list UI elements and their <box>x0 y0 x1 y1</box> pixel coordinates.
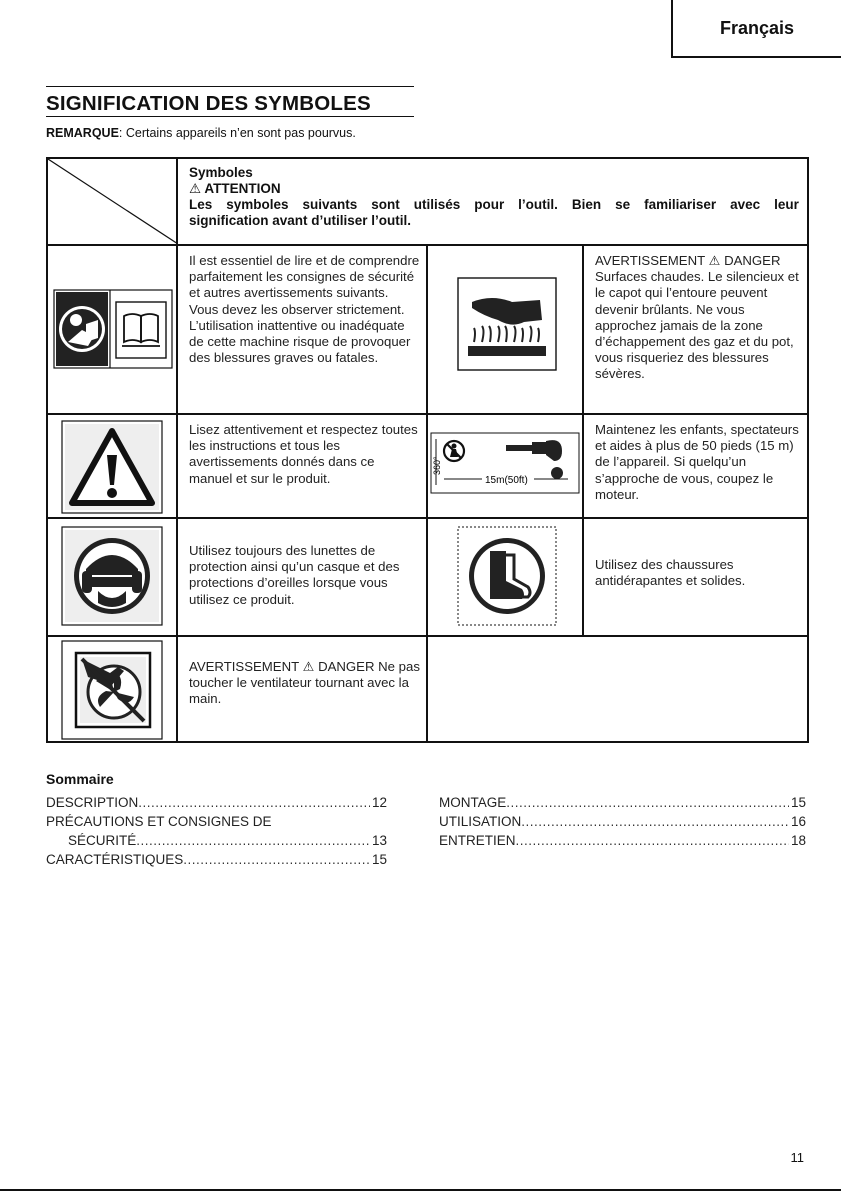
distance-360-label: 360° <box>432 456 442 475</box>
language-tab <box>671 0 841 58</box>
distance-15m-label: 15m(50ft) <box>485 475 528 486</box>
header-line2: signification avant d’utiliser l’outil. <box>189 213 412 228</box>
row1-left-icon-cell <box>47 245 177 414</box>
row2-left-text-cell <box>177 414 427 518</box>
toc-title: Sommaire <box>46 771 114 787</box>
title-underline <box>46 116 414 117</box>
hot-surface-icon <box>428 246 582 411</box>
remark-label: REMARQUE <box>46 126 119 140</box>
symbol-row <box>47 245 808 414</box>
row3-right-text-cell <box>583 518 808 636</box>
row1-right-text-cell <box>583 245 808 414</box>
symbols-table <box>46 157 809 743</box>
rotating-fan-hand-icon <box>48 637 176 741</box>
header-attention: ⚠ ATTENTION <box>189 181 281 196</box>
header-diagonal-cell <box>47 158 177 245</box>
keep-distance-icon <box>428 415 582 515</box>
bottom-rule <box>0 1189 841 1191</box>
row2-left-icon-cell <box>47 414 177 518</box>
page-number: 11 <box>790 1150 804 1165</box>
toc-right-column <box>439 793 806 850</box>
row4-left-icon-cell <box>47 636 177 742</box>
toc-entry[interactable]: UTILISATION ..... 16 <box>439 812 806 831</box>
language-label: Français <box>719 17 795 38</box>
table-header-row <box>47 158 808 245</box>
remark <box>46 126 356 140</box>
remark-text: : Certains appareils n’en sont pas pourvus. <box>118 126 356 140</box>
toc-entry[interactable]: ENTRETIEN ..... 18 <box>439 831 806 850</box>
header-symbols: Symboles <box>189 165 253 180</box>
row2-right-text-cell <box>583 414 808 518</box>
row3-right-icon-cell <box>427 518 583 636</box>
row3-right-text: Utilisez des chaussures antidérapantes et solides. <box>595 557 746 589</box>
row3-left-icon-cell <box>47 518 177 636</box>
toc-entry[interactable]: DESCRIPTION ..... 12 <box>46 793 387 812</box>
row4-left-text: AVERTISSEMENT ⚠ DANGER Ne pas toucher le ventilateur tournant avec la main. <box>189 659 420 707</box>
symbol-row <box>47 518 808 636</box>
toc-entry[interactable]: MONTAGE ..... 15 <box>439 793 806 812</box>
title-top-rule <box>46 86 414 87</box>
row3-left-text-cell <box>177 518 427 636</box>
symbol-row <box>47 414 808 518</box>
symbol-row <box>47 636 808 742</box>
row1-left-text-cell <box>177 245 427 414</box>
row3-left-text: Utilisez toujours des lunettes de protection ainsi qu’un casque et des protections d’oreilles lorsque vous utilisez ce produit. <box>189 543 400 607</box>
toc-left-column <box>46 793 387 869</box>
toc-entry[interactable]: SÉCURITÉ ..... 13 <box>46 831 387 850</box>
header-line1: Les symboles suivants sont utilisés pour l’outil. Bien se familiariser avec leur <box>189 197 799 212</box>
page-title: SIGNIFICATION DES SYMBOLES <box>46 92 371 115</box>
warning-small-icon: ⚠ <box>189 181 202 196</box>
warning-triangle-icon <box>48 415 176 515</box>
row2-left-text: Lisez attentivement et respectez toutes les instructions et tous les avertissements donnés dans ce manuel et sur le produit. <box>189 422 418 486</box>
row4-left-text-cell <box>177 636 427 742</box>
safety-boots-icon <box>428 519 582 633</box>
diagonal-line <box>48 159 178 244</box>
row1-right-text: AVERTISSEMENT ⚠ DANGER Surfaces chaudes. Le silencieux et le capot qui l’entoure peuvent devenir brûlants. Ne vous approchez jamais de la zone d’échappement des gaz et du pot, vous risqueriez des blessures sévères. <box>595 253 799 382</box>
row1-right-icon-cell <box>427 245 583 414</box>
eye-ear-head-protection-icon <box>48 519 176 633</box>
row4-empty-cell <box>427 636 808 742</box>
read-manual-icon <box>48 246 176 411</box>
toc-entry[interactable]: PRÉCAUTIONS ET CONSIGNES DE <box>46 814 272 829</box>
toc-entry[interactable]: CARACTÉRISTIQUES ..... 15 <box>46 850 387 869</box>
row1-left-text: Il est essentiel de lire et de comprendre parfaitement les consignes de sécurité et autres avertissements suivants. Vous devez les observer strictement. L’utilisation inattentive ou inadéquate de cette machine risque de provoquer des blessures graves ou fatales. <box>189 253 420 366</box>
row2-right-icon-cell <box>427 414 583 518</box>
header-text-cell <box>177 158 808 245</box>
row2-right-text: Maintenez les enfants, spectateurs et aides à plus de 50 pieds (15 m) de l’appareil. Si quelqu’un s’approche de vous, coupez le moteur. <box>595 422 799 502</box>
